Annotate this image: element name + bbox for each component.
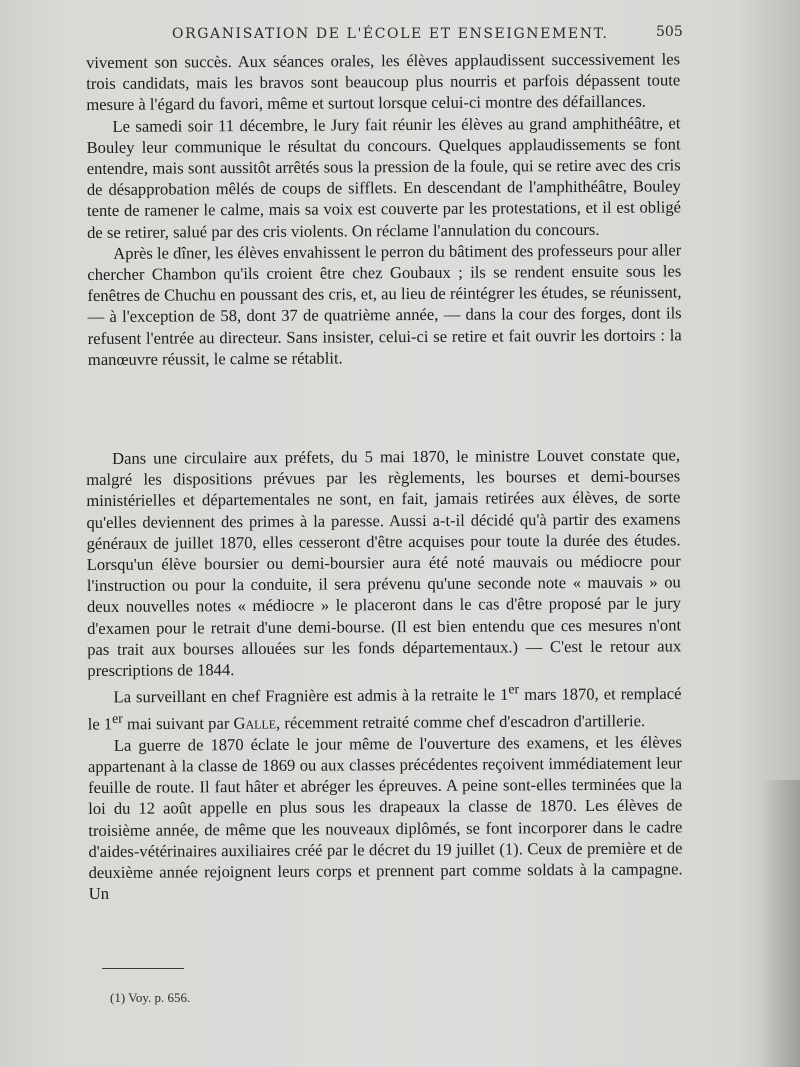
paragraph-surveillant [87, 678, 681, 735]
surveillant-text-3: mai suivant par [122, 713, 234, 734]
ordinal-superscript: er [508, 681, 520, 697]
ordinal-superscript: er [112, 710, 123, 726]
page-number: 505 [656, 24, 683, 40]
person-name: Galle [233, 713, 277, 733]
surveillant-text-1: La surveillant en chef Fragnière est admis à la retraite le 1 [113, 685, 509, 707]
footnote: (1) Voy. p. 656. [110, 990, 191, 1005]
paragraph-after-dinner: Après le dîner, les élèves envahissent le perron du bâtiment des professeurs pour aller chercher Chambon qu'ils croient être chez Goubaux ; ils se rendent ensuite sous les fenêtres de Chuchu en poussant des cris, et, au lieu de réintégrer les études, se réunissent, — à l'exception de 58, dont 37 de quatrième année, — dans la cour des forges, dont ils refusent l'entrée au directeur. Sans insister, celui-ci se retire et fait ouvrir les dortoirs : la manœuvre réussit, le calme se rétablit. [87, 240, 682, 369]
surveillant-text-2: mars 1870, et remplacé le 1 [87, 684, 682, 734]
page-edge-shadow [760, 780, 800, 1067]
paragraph-jury-result: Le samedi soir 11 décembre, le Jury fait réunir les élèves au grand amphithéâtre, et Bouley leur communique le résultat du concours. Quelques applaudissements se font entendre, mais sont aussitôt arrêtés sous la pression de la foule, qui se retire avec des cris de désapprobation mêlés de coups de sifflets. En descendant de l'amphithéâtre, Bouley tente de ramener le calme, mais sa voix est couverte par les protestations, et il est obligé de se retirer, salué par des cris violents. On réclame l'annulation du concours. [86, 112, 682, 242]
paragraph-guerre-1870: La guerre de 1870 éclate le jour même de l'ouverture des examens, et les élèves appartenant à la classe de 1869 ou aux classes précédentes reçoivent immédiatement leur feuille de route. Il faut hâter et abréger les épreuves. A peine sont-elles terminées que la loi du 12 août appelle en plus sous les drapeaux la classe de 1870. Les élèves de troisième année, de même que les nouveaux diplômés, se font incorporer dans le cadre d'aides-vétérinaires auxiliaires créé par le décret du 19 juillet (1). Ceux de première et de deuxième année rejoignent leurs corps et prennent part comme soldats à la campagne. Un [87, 732, 683, 904]
text-block-upper [86, 48, 682, 370]
footnote-divider [102, 968, 184, 969]
text-block-lower [86, 444, 683, 904]
surveillant-text-4: , récemment retraité comme chef d'escadron d'artillerie. [276, 711, 646, 733]
running-title: ORGANISATION DE L'ÉCOLE ET ENSEIGNEMENT. [172, 26, 609, 42]
paragraph-continued: vivement son succès. Aux séances orales, les élèves applaudissent successivement les trois candidats, mais les bravos sont beaucoup plus nourris et parfois dépassent toute mesure à l'égard du favori, même et surtout lorsque celui-ci montre des défaillances. [86, 49, 681, 115]
paragraph-circulaire: Dans une circulaire aux préfets, du 5 mai 1870, le ministre Louvet constate que, malgré les dispositions prévues par les règlements, les bourses et demi-bourses ministérielles et départementales ne sont, en fait, jamais retirées aux élèves, de sorte qu'elles deviennent des primes à la paresse. Aussi a-t-il décidé qu'à partir des examens généraux de juillet 1870, elles cesseront d'être acquises pour toute la durée des études. Lorsqu'un élève boursier ou demi-boursier aura été noté mauvais ou médiocre pour l'instruction ou pour la conduite, il sera prévenu qu'une seconde note « mauvais » ou deux nouvelles notes « médiocre » le placeront dans le cas d'être proposé par le jury d'examen pour le retrait d'une demi-bourse. (Il est bien entendu que ces mesures n'ont pas trait aux bourses allouées sur les fonds départementaux.) — C'est le retour aux prescriptions de 1844. [86, 445, 682, 681]
